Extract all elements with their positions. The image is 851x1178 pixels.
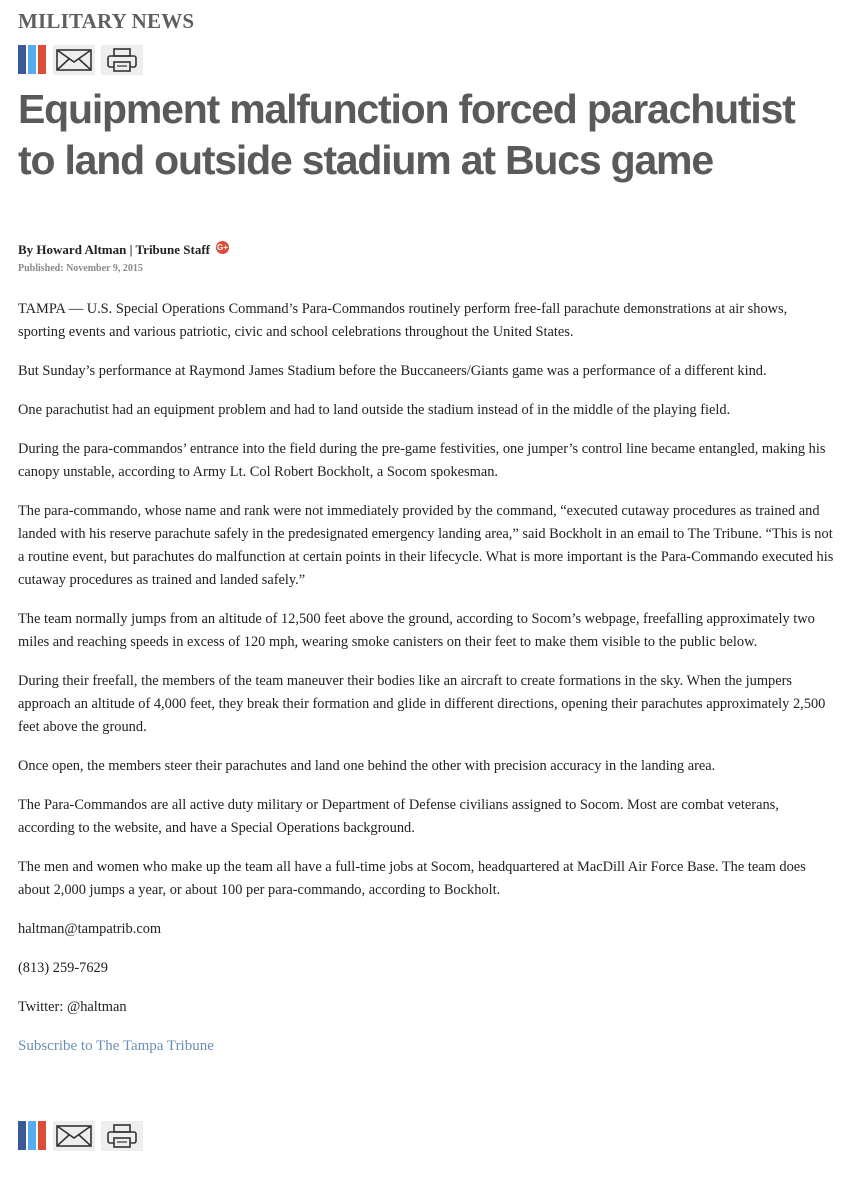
article-paragraph: The men and women who make up the team all have a full-time jobs at Socom, headquartered at MacDill Air Force Base. The team does about 2,000 jumps a year, or about 100 per para-commando, according to Bockholt. <box>18 859 806 898</box>
byline <box>18 242 229 258</box>
share-facebook-button[interactable] <box>18 45 47 74</box>
author-twitter: Twitter: @haltman <box>18 999 127 1015</box>
article-body <box>18 298 836 1074</box>
article-paragraph: TAMPA — U.S. Special Operations Command’s Para-Commandos routinely perform free-fall parachute demonstrations at air shows, sporting events and various patriotic, civic and school celebrations throughout the United States. <box>18 301 788 340</box>
headline: Equipment malfunction forced parachutist to land outside stadium at Bucs game <box>18 86 795 183</box>
print-icon <box>101 45 143 75</box>
section-label: MILITARY NEWS <box>18 9 195 33</box>
author-name[interactable]: By Howard Altman | Tribune Staff <box>18 242 210 257</box>
share-bar-bottom <box>18 1121 143 1151</box>
facebook-icon <box>18 1121 47 1150</box>
share-email-button[interactable] <box>53 1121 95 1151</box>
share-email-button[interactable] <box>53 45 95 75</box>
share-facebook-button[interactable] <box>18 1121 47 1150</box>
author-email: haltman@tampatrib.com <box>18 921 162 937</box>
email-icon <box>53 45 95 75</box>
article-paragraph: The Para-Commandos are all active duty military or Department of Defense civilians assigned to Socom. Most are combat veterans, according to the website, and have a Special Operations background. <box>18 797 779 836</box>
author-phone: (813) 259-7629 <box>18 960 108 976</box>
article-paragraph: The para-commando, whose name and rank were not immediately provided by the command, “executed cutaway procedures as trained and landed with his reserve parachute safely in the predesignated emergency landing area,” said Bockholt in an email to The Tribune. “This is not a routine event, but parachutes do malfunction at certain points in their lifecycle. What is more important is the Para-Commando executed his cutaway procedures as trained and landed safely.” <box>18 503 834 588</box>
google-plus-icon[interactable]: G+ <box>217 242 228 252</box>
article-paragraph: During their freefall, the members of the team maneuver their bodies like an aircraft to create formations in the sky. When the jumpers approach an altitude of 4,000 feet, they break their formation and glide in different directions, opening their parachutes approximately 2,500 feet above the ground. <box>18 673 826 735</box>
subscribe-link[interactable]: Subscribe to The Tampa Tribune <box>18 1038 214 1054</box>
print-button[interactable] <box>101 1121 143 1151</box>
article-paragraph: During the para-commandos’ entrance into the field during the pre-game festivities, one jumper’s control line became entangled, making his canopy unstable, according to Army Lt. Col Robert Bockholt, a Socom spokesman. <box>18 441 826 480</box>
article-paragraph: Once open, the members steer their parachutes and land one behind the other with precision accuracy in the landing area. <box>18 758 716 774</box>
email-icon <box>53 1121 95 1151</box>
print-icon <box>101 1121 143 1151</box>
share-bar-top <box>18 45 143 75</box>
published-date: Published: November 9, 2015 <box>18 263 143 274</box>
facebook-icon <box>18 45 47 74</box>
article-paragraph: But Sunday’s performance at Raymond James Stadium before the Buccaneers/Giants game was a performance of a different kind. <box>18 363 767 379</box>
print-button[interactable] <box>101 45 143 75</box>
article-paragraph: One parachutist had an equipment problem and had to land outside the stadium instead of in the middle of the playing field. <box>18 402 731 418</box>
article-paragraph: The team normally jumps from an altitude of 12,500 feet above the ground, according to Socom’s webpage, freefalling approximately two miles and reaching speeds in excess of 120 mph, wearing smoke canisters on their feet to make them visible to the public below. <box>18 611 815 650</box>
